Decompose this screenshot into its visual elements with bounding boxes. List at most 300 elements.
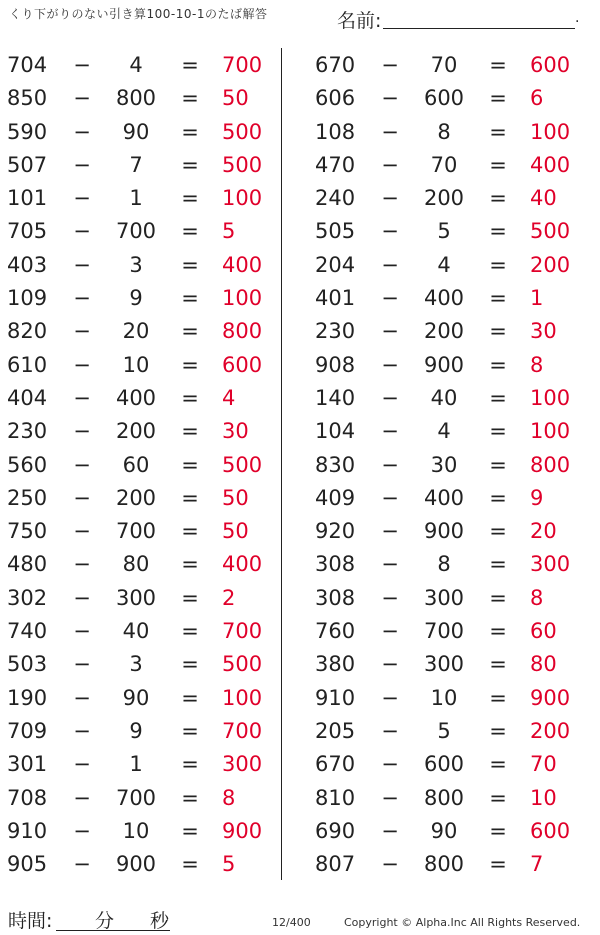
minuend: 380 (315, 652, 356, 677)
problem-row (308, 782, 588, 815)
answer: 70 (530, 752, 557, 777)
problem-row (0, 282, 280, 315)
subtrahend: 1 (129, 752, 143, 777)
answer: 7 (530, 852, 544, 877)
answer: 100 (530, 419, 571, 444)
minuend: 503 (7, 652, 48, 677)
subtrahend: 4 (437, 419, 451, 444)
answer: 200 (530, 252, 571, 277)
answer: 800 (530, 452, 571, 477)
minuend: 740 (7, 619, 48, 644)
minus-sign: − (73, 818, 91, 843)
minus-sign: − (381, 186, 399, 211)
name-field-line (383, 28, 575, 29)
equals-sign: = (489, 485, 507, 510)
answer: 40 (530, 186, 557, 211)
subtrahend: 9 (129, 286, 143, 311)
minuend: 704 (7, 53, 48, 77)
minus-sign: − (381, 685, 399, 710)
minuend: 250 (7, 485, 48, 510)
minuend: 109 (7, 286, 48, 311)
problem-row (308, 49, 588, 82)
subtrahend: 70 (430, 53, 458, 77)
subtrahend: 30 (430, 452, 458, 477)
equals-sign: = (489, 852, 507, 877)
problem-row (0, 382, 280, 415)
minus-sign: − (381, 286, 399, 311)
minuend: 302 (7, 585, 48, 610)
minuend: 480 (7, 552, 48, 577)
equals-sign: = (181, 452, 199, 477)
subtrahend: 800 (423, 852, 465, 877)
subtrahend: 8 (437, 552, 451, 577)
problem-row (308, 249, 588, 282)
minus-sign: − (381, 452, 399, 477)
subtrahend: 90 (430, 818, 458, 843)
answer: 600 (530, 53, 571, 77)
minus-sign: − (73, 652, 91, 677)
problem-row (0, 215, 280, 248)
answer: 8 (530, 352, 544, 377)
minus-sign: − (73, 53, 91, 77)
answer: 400 (222, 252, 263, 277)
minus-sign: − (73, 752, 91, 777)
problem-row (0, 249, 280, 282)
minus-sign: − (73, 852, 91, 877)
minus-sign: − (381, 219, 399, 244)
subtrahend: 600 (423, 86, 465, 111)
equals-sign: = (489, 352, 507, 377)
answer: 2 (222, 585, 236, 610)
equals-sign: = (181, 419, 199, 444)
subtrahend: 600 (423, 752, 465, 777)
minuend: 670 (315, 752, 356, 777)
answer: 30 (222, 419, 249, 444)
equals-sign: = (181, 585, 199, 610)
subtrahend: 4 (437, 252, 451, 277)
problem-row (0, 682, 280, 715)
equals-sign: = (489, 53, 507, 77)
minuend: 910 (315, 685, 356, 710)
subtrahend: 3 (129, 652, 143, 677)
answer: 100 (222, 186, 263, 211)
minuend: 830 (315, 452, 356, 477)
subtrahend: 3 (129, 252, 143, 277)
minus-sign: − (73, 319, 91, 344)
minuend: 606 (315, 86, 356, 111)
copyright-notice: Copyright © Alpha.Inc All Rights Reserved. (344, 916, 581, 929)
time-label: 時間: (8, 910, 53, 932)
problem-row (0, 815, 280, 848)
answer: 30 (530, 319, 557, 344)
minuend: 820 (7, 319, 48, 344)
equals-sign: = (489, 186, 507, 211)
minus-sign: − (381, 119, 399, 144)
equals-sign: = (489, 752, 507, 777)
answer: 50 (222, 519, 249, 544)
equals-sign: = (489, 119, 507, 144)
problem-row (0, 449, 280, 482)
answer: 200 (530, 718, 571, 743)
minuend: 910 (7, 818, 48, 843)
subtrahend: 80 (122, 552, 150, 577)
minuend: 230 (7, 419, 48, 444)
answer: 60 (530, 619, 557, 644)
subtrahend: 90 (122, 119, 150, 144)
equals-sign: = (181, 818, 199, 843)
minuend: 308 (315, 552, 356, 577)
subtrahend: 200 (423, 186, 465, 211)
answer: 10 (530, 785, 557, 810)
minus-sign: − (73, 519, 91, 544)
problem-row (308, 215, 588, 248)
minus-sign: − (381, 585, 399, 610)
problem-row (0, 582, 280, 615)
subtrahend: 300 (423, 652, 465, 677)
equals-sign: = (489, 718, 507, 743)
equals-sign: = (181, 286, 199, 311)
problem-row (308, 415, 588, 448)
minuend: 690 (315, 818, 356, 843)
subtrahend: 90 (122, 685, 150, 710)
answer: 6 (530, 86, 544, 111)
minuend: 807 (315, 852, 356, 877)
minuend: 709 (7, 718, 48, 743)
answer: 50 (222, 485, 249, 510)
equals-sign: = (181, 685, 199, 710)
minuend: 507 (7, 152, 48, 177)
subtrahend: 800 (115, 86, 157, 111)
minuend: 750 (7, 519, 48, 544)
answer: 8 (222, 785, 236, 810)
answer: 20 (530, 519, 557, 544)
equals-sign: = (181, 852, 199, 877)
subtrahend: 400 (423, 286, 465, 311)
answer: 100 (222, 286, 263, 311)
equals-sign: = (181, 152, 199, 177)
minus-sign: − (381, 385, 399, 410)
equals-sign: = (181, 552, 199, 577)
subtrahend: 9 (129, 718, 143, 743)
problem-row (308, 149, 588, 182)
answer: 400 (222, 552, 263, 577)
left-problem-column (0, 49, 280, 881)
subtrahend: 700 (115, 219, 157, 244)
answer: 700 (222, 53, 263, 77)
answer: 9 (530, 485, 544, 510)
subtrahend: 10 (122, 352, 150, 377)
problem-row (308, 182, 588, 215)
answer: 500 (222, 119, 263, 144)
minus-sign: − (381, 619, 399, 644)
problem-row (0, 182, 280, 215)
minus-sign: − (73, 619, 91, 644)
problem-row (308, 282, 588, 315)
minuend: 108 (315, 119, 356, 144)
minus-sign: − (381, 485, 399, 510)
minuend: 205 (315, 718, 356, 743)
answer: 500 (222, 452, 263, 477)
right-problem-column (308, 49, 588, 881)
minus-sign: − (73, 485, 91, 510)
equals-sign: = (181, 718, 199, 743)
problem-row (308, 515, 588, 548)
minus-sign: − (381, 519, 399, 544)
minus-sign: − (381, 319, 399, 344)
equals-sign: = (489, 652, 507, 677)
minus-sign: − (381, 752, 399, 777)
column-divider (281, 48, 282, 880)
subtrahend: 10 (122, 818, 150, 843)
equals-sign: = (489, 685, 507, 710)
equals-sign: = (181, 752, 199, 777)
problem-row (0, 782, 280, 815)
minuend: 905 (7, 852, 48, 877)
minuend: 610 (7, 352, 48, 377)
answer: 8 (530, 585, 544, 610)
equals-sign: = (181, 652, 199, 677)
equals-sign: = (181, 119, 199, 144)
minuend: 810 (315, 785, 356, 810)
minuend: 850 (7, 86, 48, 111)
subtrahend: 400 (115, 385, 157, 410)
minuend: 760 (315, 619, 356, 644)
minus-sign: − (381, 419, 399, 444)
answer: 1 (530, 286, 544, 311)
subtrahend: 200 (115, 485, 157, 510)
subtrahend: 60 (122, 452, 150, 477)
minus-sign: − (381, 53, 399, 77)
subtrahend: 1 (129, 186, 143, 211)
minus-sign: − (381, 552, 399, 577)
answer: 700 (222, 619, 263, 644)
page-number: 12/400 (272, 916, 311, 929)
problem-row (308, 815, 588, 848)
subtrahend: 40 (430, 385, 458, 410)
minuend: 101 (7, 186, 48, 211)
minuend: 404 (7, 385, 48, 410)
equals-sign: = (489, 585, 507, 610)
equals-sign: = (489, 552, 507, 577)
answer: 900 (222, 818, 263, 843)
minus-sign: − (73, 419, 91, 444)
minus-sign: − (381, 718, 399, 743)
problem-row (308, 715, 588, 748)
answer: 5 (222, 219, 236, 244)
minuend: 140 (315, 385, 356, 410)
problem-row (0, 315, 280, 348)
minutes-label: 分 (95, 910, 115, 932)
minuend: 190 (7, 685, 48, 710)
equals-sign: = (489, 419, 507, 444)
problem-row (308, 848, 588, 881)
answer: 50 (222, 86, 249, 111)
minus-sign: − (73, 219, 91, 244)
minus-sign: − (73, 352, 91, 377)
minus-sign: − (381, 818, 399, 843)
minuend: 920 (315, 519, 356, 544)
subtrahend: 900 (423, 352, 465, 377)
minuend: 409 (315, 485, 356, 510)
subtrahend: 300 (423, 585, 465, 610)
answer: 100 (530, 385, 571, 410)
minuend: 705 (7, 219, 48, 244)
answer: 5 (222, 852, 236, 877)
minus-sign: − (381, 352, 399, 377)
answer: 300 (530, 552, 571, 577)
answer: 700 (222, 718, 263, 743)
problem-row (0, 848, 280, 881)
equals-sign: = (181, 785, 199, 810)
problem-row (308, 349, 588, 382)
equals-sign: = (489, 252, 507, 277)
problem-row (308, 615, 588, 648)
minus-sign: − (73, 785, 91, 810)
equals-sign: = (181, 385, 199, 410)
answer: 500 (530, 219, 571, 244)
minus-sign: − (381, 785, 399, 810)
equals-sign: = (489, 519, 507, 544)
answer: 500 (222, 152, 263, 177)
problem-row (308, 449, 588, 482)
problem-row (308, 648, 588, 681)
answer: 100 (530, 119, 571, 144)
problem-row (0, 415, 280, 448)
problem-row (0, 482, 280, 515)
minus-sign: − (73, 685, 91, 710)
minuend: 708 (7, 785, 48, 810)
subtrahend: 8 (437, 119, 451, 144)
minus-sign: − (73, 452, 91, 477)
seconds-label: 秒 (150, 910, 170, 932)
minuend: 403 (7, 252, 48, 277)
minus-sign: − (381, 86, 399, 111)
minuend: 908 (315, 352, 356, 377)
equals-sign: = (489, 319, 507, 344)
subtrahend: 5 (437, 219, 451, 244)
subtrahend: 900 (115, 852, 157, 877)
minus-sign: − (73, 86, 91, 111)
equals-sign: = (181, 485, 199, 510)
problem-row (0, 515, 280, 548)
problem-row (0, 349, 280, 382)
answer: 80 (530, 652, 557, 677)
equals-sign: = (181, 252, 199, 277)
subtrahend: 10 (430, 685, 458, 710)
minus-sign: − (381, 252, 399, 277)
problem-row (0, 49, 280, 82)
minus-sign: − (73, 286, 91, 311)
equals-sign: = (489, 619, 507, 644)
minuend: 401 (315, 286, 356, 311)
minus-sign: − (381, 852, 399, 877)
problem-row (0, 82, 280, 115)
equals-sign: = (181, 319, 199, 344)
subtrahend: 7 (129, 152, 143, 177)
equals-sign: = (489, 385, 507, 410)
problem-row (0, 715, 280, 748)
problem-row (308, 682, 588, 715)
equals-sign: = (181, 352, 199, 377)
problem-row (308, 382, 588, 415)
minus-sign: − (381, 152, 399, 177)
worksheet-title: くり下がりのない引き算100-10-1のたば解答 (9, 7, 268, 21)
problem-row (308, 748, 588, 781)
equals-sign: = (489, 452, 507, 477)
minuend: 560 (7, 452, 48, 477)
equals-sign: = (181, 86, 199, 111)
minus-sign: − (73, 718, 91, 743)
subtrahend: 700 (115, 519, 157, 544)
problem-row (308, 482, 588, 515)
problem-row (0, 548, 280, 581)
answer: 400 (530, 152, 571, 177)
minuend: 670 (315, 53, 356, 77)
equals-sign: = (181, 219, 199, 244)
answer: 900 (530, 685, 571, 710)
minus-sign: − (73, 252, 91, 277)
minuend: 470 (315, 152, 356, 177)
subtrahend: 40 (122, 619, 150, 644)
problem-row (0, 615, 280, 648)
problem-row (308, 582, 588, 615)
answer: 600 (222, 352, 263, 377)
equals-sign: = (181, 186, 199, 211)
subtrahend: 4 (129, 53, 143, 77)
minuend: 308 (315, 585, 356, 610)
answer: 600 (530, 818, 571, 843)
subtrahend: 700 (115, 785, 157, 810)
minus-sign: − (73, 552, 91, 577)
minus-sign: − (73, 152, 91, 177)
subtrahend: 300 (115, 585, 157, 610)
answer: 800 (222, 319, 263, 344)
equals-sign: = (181, 53, 199, 77)
equals-sign: = (489, 86, 507, 111)
equals-sign: = (489, 785, 507, 810)
subtrahend: 5 (437, 718, 451, 743)
minuend: 505 (315, 219, 356, 244)
minuend: 204 (315, 252, 356, 277)
minus-sign: − (73, 119, 91, 144)
minus-sign: − (73, 186, 91, 211)
name-label: 名前: (337, 10, 382, 32)
subtrahend: 800 (423, 785, 465, 810)
equals-sign: = (181, 519, 199, 544)
subtrahend: 200 (115, 419, 157, 444)
problem-row (308, 82, 588, 115)
minus-sign: − (73, 385, 91, 410)
subtrahend: 20 (122, 319, 150, 344)
equals-sign: = (489, 219, 507, 244)
subtrahend: 700 (423, 619, 465, 644)
problem-row (0, 748, 280, 781)
answer: 100 (222, 685, 263, 710)
answer: 4 (222, 385, 236, 410)
subtrahend: 70 (430, 152, 458, 177)
answer: 300 (222, 752, 263, 777)
minuend: 230 (315, 319, 356, 344)
name-line-end-dot: . (575, 10, 580, 26)
problem-row (0, 116, 280, 149)
minuend: 240 (315, 186, 356, 211)
problem-row (0, 648, 280, 681)
problem-row (308, 315, 588, 348)
minuend: 301 (7, 752, 48, 777)
minuend: 590 (7, 119, 48, 144)
problem-row (308, 116, 588, 149)
minus-sign: − (73, 585, 91, 610)
